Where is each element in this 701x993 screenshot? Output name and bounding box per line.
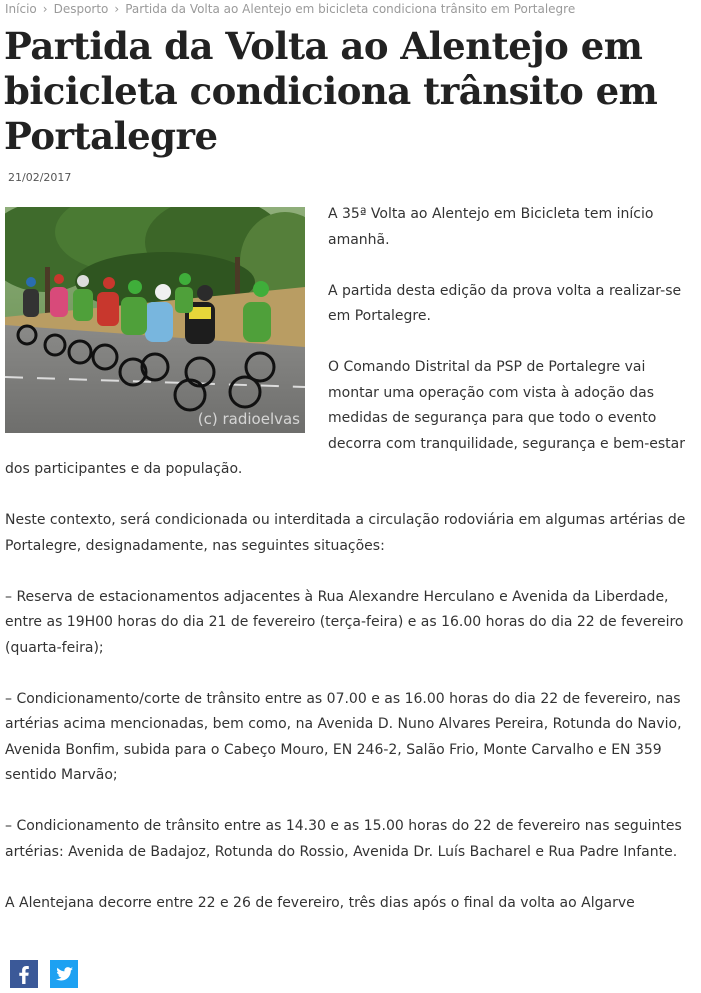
facebook-share-button[interactable] bbox=[10, 960, 38, 988]
article-body bbox=[5, 202, 689, 916]
article-paragraph: O Comando Distrital da PSP de Portalegre vai montar uma operação com vista à adoção das medidas de segurança para que todo o evento decorra com tranquilidade, segurança e bem-estar dos participantes e da população. bbox=[5, 359, 685, 477]
breadcrumb bbox=[5, 2, 575, 16]
breadcrumb-separator: › bbox=[114, 2, 120, 16]
twitter-icon bbox=[50, 960, 78, 988]
article-date: 21/02/2017 bbox=[8, 171, 72, 184]
article-paragraph: Neste contexto, será condicionada ou interditada a circulação rodoviária em algumas artérias de Portalegre, designadamente, nas seguintes situações: bbox=[5, 512, 686, 554]
article-paragraph: – Reserva de estacionamentos adjacentes à Rua Alexandre Herculano e Avenida da Liberdade, entre as 19H00 horas do dia 21 de fevereiro (terça-feira) e as 16.00 horas do dia 22 de fevereiro (quarta-feira); bbox=[5, 588, 684, 656]
share-buttons bbox=[10, 960, 78, 988]
breadcrumb-home-link[interactable]: Início bbox=[5, 2, 37, 16]
breadcrumb-category-link[interactable]: Desporto bbox=[53, 2, 109, 16]
photo-watermark: (c) radioelvas bbox=[197, 410, 300, 428]
article-paragraph: A partida desta edição da prova volta a realizar-se em Portalegre. bbox=[328, 282, 682, 324]
article-paragraph: – Condicionamento/corte de trânsito entre as 07.00 e as 16.00 horas do dia 22 de fevereiro, nas artérias acima mencionadas, bem como, na Avenida D. Nuno Alvares Pereira, Rotunda do Navio, Avenida Bonfim, subida para o Cabeço Mouro, EN 246-2, Salão Frio, Monte Carvalho e EN 359 sentido Marvão; bbox=[5, 690, 682, 783]
breadcrumb-current: Partida da Volta ao Alentejo em bicicleta condiciona trânsito em Portalegre bbox=[125, 2, 576, 16]
cyclists-peloton-image bbox=[5, 207, 305, 433]
facebook-icon bbox=[10, 960, 38, 988]
article-photo[interactable] bbox=[5, 207, 305, 433]
breadcrumb-separator: › bbox=[42, 2, 48, 16]
page-title: Partida da Volta ao Alentejo em bicicleta condiciona trânsito em Portalegre bbox=[4, 24, 658, 158]
twitter-share-button[interactable] bbox=[50, 960, 78, 988]
article-paragraph: – Condicionamento de trânsito entre as 14.30 e as 15.00 horas do 22 de fevereiro nas seguintes artérias: Avenida de Badajoz, Rotunda do Rossio, Avenida Dr. Luís Bacharel e Rua Padre Infante. bbox=[5, 818, 682, 860]
article-paragraph: A Alentejana decorre entre 22 e 26 de fevereiro, três dias após o final da volta ao Algarve bbox=[5, 894, 635, 911]
article-paragraph: A 35ª Volta ao Alentejo em Bicicleta tem início amanhã. bbox=[328, 206, 654, 248]
